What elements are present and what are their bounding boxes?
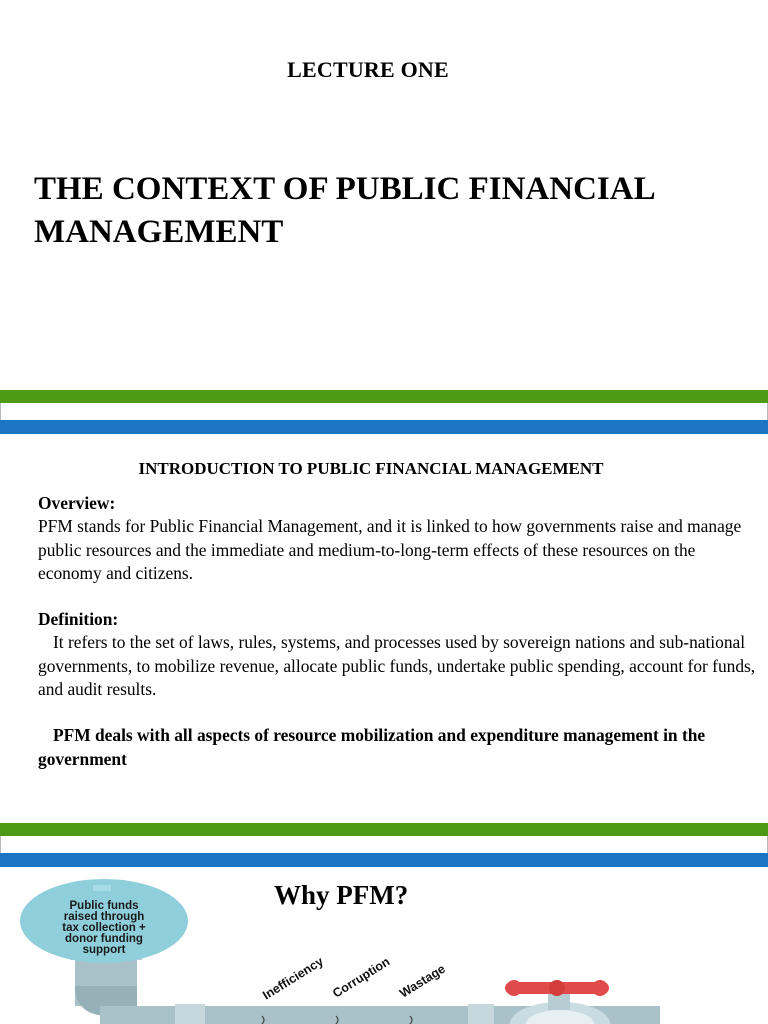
pipe-joint — [468, 1004, 494, 1024]
band-white-stripe — [0, 836, 768, 853]
leak-label-inefficiency: Inefficiency — [260, 954, 326, 1003]
leak-label-corruption: Corruption — [330, 954, 393, 1001]
overview-text: PFM stands for Public Financial Management, and it is linked to how governments raise and manage public resources and the immediate and medium-to-long-term effects of these resources on the economy and citizens. — [38, 516, 742, 583]
emphasis-text: PFM deals with all aspects of resource mobilization and expenditure management in the government — [38, 725, 706, 769]
divider-band-top — [0, 390, 768, 434]
band-white-stripe — [0, 403, 768, 420]
title-line-2: MANAGEMENT — [34, 214, 284, 250]
pipe-joint — [175, 1004, 205, 1024]
definition-text: It refers to the set of laws, rules, systems, and processes used by sovereign nations and sub-national governments, to mobilize revenue, allocate public funds, undertake public spending, account for funds, and audit results. — [38, 632, 756, 700]
page-title — [34, 168, 734, 254]
bubble-line: Public funds — [69, 900, 139, 912]
band-green-stripe — [0, 390, 768, 403]
bubble-line: support — [82, 944, 126, 956]
band-blue-stripe — [0, 853, 768, 867]
intro-heading: INTRODUCTION TO PUBLIC FINANCIAL MANAGEMENT — [138, 459, 604, 478]
why-pfm-title: Why PFM? — [274, 880, 409, 910]
valve-handle-knob — [549, 980, 565, 996]
intro-content — [38, 492, 756, 771]
bubble-line: raised through — [63, 911, 145, 923]
bubble-line: donor funding — [65, 933, 143, 945]
overview-label: Overview: — [38, 493, 116, 513]
title-line-1: THE CONTEXT OF PUBLIC FINANCIAL — [34, 171, 656, 207]
lecture-label: LECTURE ONE — [287, 57, 449, 82]
leak-label-wastage: Wastage — [397, 961, 448, 1001]
definition-label: Definition: — [38, 609, 119, 630]
band-blue-stripe — [0, 420, 768, 434]
valve-handle-knob — [506, 980, 522, 996]
bubble-cap — [93, 885, 111, 891]
bubble-line: tax collection + — [62, 922, 146, 934]
band-green-stripe — [0, 823, 768, 836]
valve-handle-knob — [592, 980, 608, 996]
divider-band-bottom — [0, 823, 768, 867]
